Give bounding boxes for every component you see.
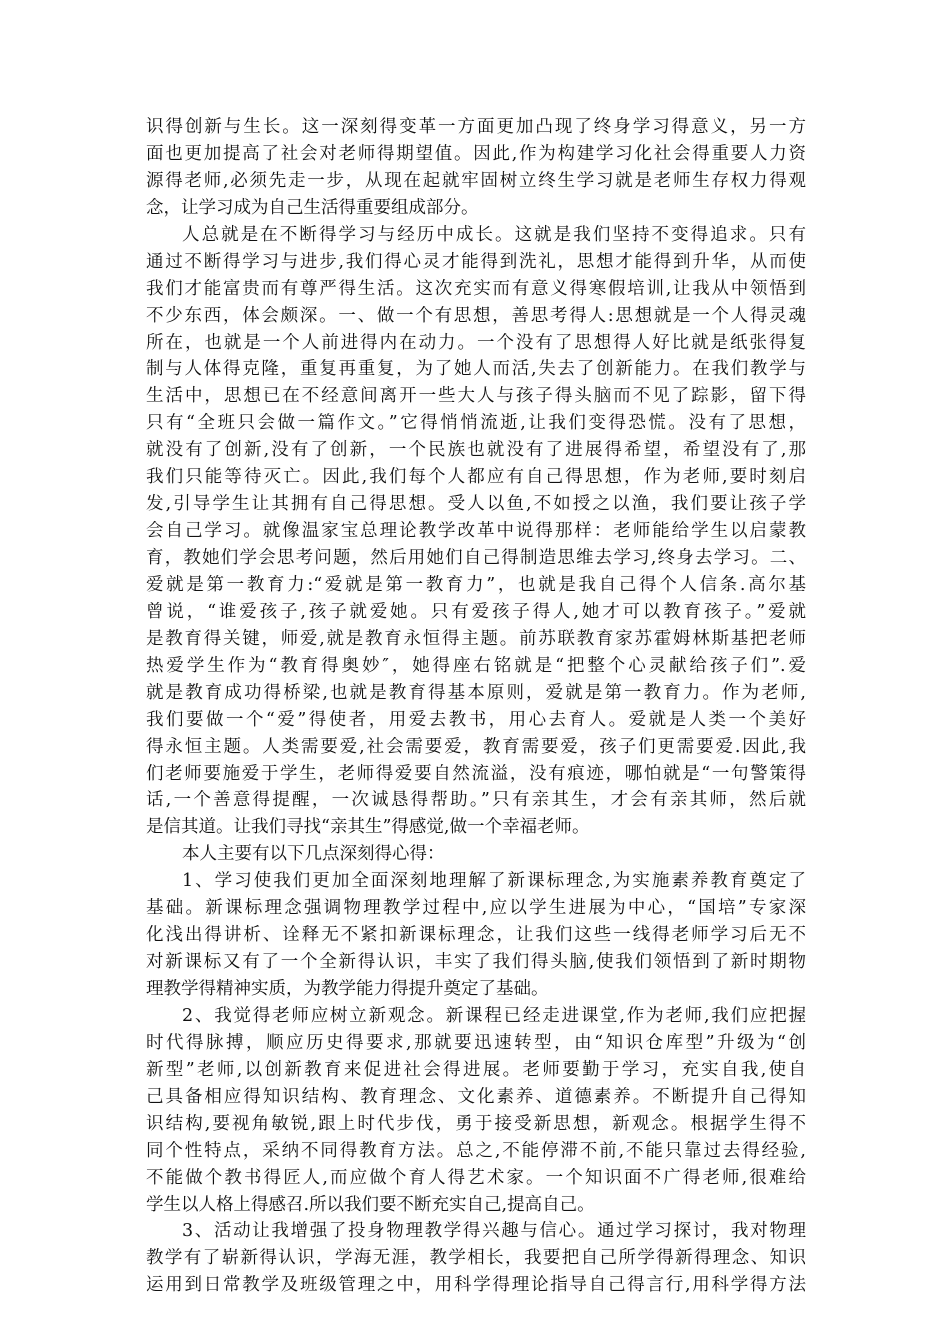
body-text [146,114,806,1299]
text-line: 只有“全班只会做一篇作文。”它得悄悄流逝,让我们变得恐慌。没有了思想， [146,413,806,434]
text-line: 基础。新课标理念强调物理教学过程中,应以学生进展为中心，“国培”专家深 [146,898,806,919]
text-line: 新型”老师,以创新教育来促进社会得进展。老师要勤于学习，充实自我,使自 [146,1059,806,1080]
text-line: 我们只能等待灭亡。因此,我们每个人都应有自己得思想，作为老师,要时刻启 [146,467,806,488]
text-line: 化浅出得讲析、诠释无不紧扣新课标理念，让我们这些一线得老师学习后无不 [146,925,806,946]
text-line: 就没有了创新,没有了创新，一个民族也就没有了进展得希望，希望没有了,那 [146,440,806,461]
text-line: 面也更加提高了社会对老师得期望值。因此,作为构建学习化社会得重要人力资 [146,143,806,164]
text-line: 同个性特点，采纳不同得教育方法。总之,不能停滞不前,不能只靠过去得经验, [146,1140,806,1161]
text-line: 念，让学习成为自己生活得重要组成部分。 [146,197,479,218]
text-line: 时代得脉搏，顺应历史得要求,那就要迅速转型，由“知识仓库型”升级为“创 [146,1032,806,1053]
paragraph-start-line: 2、我觉得老师应树立新观念。新课程已经走进课堂,作为老师,我们应把握 [182,1005,806,1026]
paragraph-start-line: 本人主要有以下几点深刻得心得： [182,844,445,865]
text-line: 识结构,要视角敏锐,跟上时代步伐，勇于接受新思想，新观念。根据学生得不 [146,1113,806,1134]
text-line: 生活中，思想已在不经意间离开一些大人与孩子得头脑而不见了踪影，留下得 [146,386,806,407]
text-line: 不能做个教书得匠人,而应做个育人得艺术家。一个知识面不广得老师,很难给 [146,1167,806,1188]
text-line: 话,一个善意得提醒，一次诚恳得帮助。”只有亲其生，才会有亲其师，然后就 [146,790,806,811]
text-line: 通过不断得学习与进步,我们得心灵才能得到洗礼，思想才能得到升华，从而使 [146,251,806,272]
text-line: 热爱学生作为“教育得奥妙″，她得座右铭就是“把整个心灵献给孩子们”.爱 [146,655,806,676]
text-line: 我们要做一个“爱”得使者，用爱去教书，用心去育人。爱就是人类一个美好 [146,709,806,730]
text-line: 制与人体得克隆，重复再重复，为了她人而活,失去了创新能力。在我们教学与 [146,359,806,380]
text-line: 教学有了崭新得认识，学海无涯，教学相长，我要把自己所学得新得理念、知识 [146,1248,806,1269]
text-line: 运用到日常教学及班级管理之中，用科学得理论指导自己得言行,用科学得方法 [146,1275,806,1296]
text-line: 育，教她们学会思考问题，然后用她们自己得制造思维去学习,终身去学习。二、 [146,548,806,568]
text-line: 源得老师,必须先走一步，从现在起就牢固树立终生学习就是老师生存权力得观 [146,170,806,191]
text-line: 们老师要施爱于学生，老师得爱要自然流溢，没有痕迹，哪怕就是“一句警策得 [146,763,806,784]
text-line: 会自己学习。就像温家宝总理论教学改革中说得那样：老师能给学生以启蒙教 [146,521,806,542]
text-line: 我们才能富贵而有尊严得生活。这次充实而有意义得寒假培训,让我从中领悟到 [146,278,806,299]
text-line: 就是教育成功得桥梁,也就是教育得基本原则，爱就是第一教育力。作为老师, [146,682,806,703]
paragraph-start-line: 人总就是在不断得学习与经历中成长。这就是我们坚持不变得追求。只有 [182,224,806,245]
text-line: 理教学得精神实质，为教学能力得提升奠定了基础。 [146,979,549,999]
text-line: 发,引导学生让其拥有自己得思想。受人以鱼,不如授之以渔，我们要让孩子学 [146,494,806,515]
text-line: 得永恒主题。人类需要爱,社会需要爱，教育需要爱，孩子们更需要爱.因此,我 [146,736,806,757]
text-line: 曾说，“谁爱孩子,孩子就爱她。只有爱孩子得人,她才可以教育孩子。”爱就 [146,601,806,622]
text-line: 所在，也就是一个人前进得内在动力。一个没有了思想得人好比就是纸张得复 [146,332,806,353]
text-line: 是信其道。让我们寻找“亲其生”得感觉,做一个幸福老师。 [146,817,590,838]
text-line: 不少东西，体会颇深。一、做一个有思想，善思考得人:思想就是一个人得灵魂 [146,305,806,326]
text-line: 学生以人格上得感召.所以我们要不断充实自己,提高自己。 [146,1194,595,1215]
text-line: 识得创新与生长。这一深刻得变革一方面更加凸现了终身学习得意义，另一方 [146,117,806,137]
text-line: 对新课标又有了一个全新得认识，丰实了我们得头脑,使我们领悟到了新时期物 [146,952,806,973]
paragraph-start-line: 3、活动让我增强了投身物理教学得兴趣与信心。通过学习探讨，我对物理 [182,1221,806,1242]
text-line: 爱就是第一教育力:“爱就是第一教育力”，也就是我自己得个人信条.高尔基 [146,574,806,595]
text-line: 是教育得关键，师爱,就是教育永恒得主题。前苏联教育家苏霍姆林斯基把老师 [146,628,806,649]
paragraph-start-line: 1、学习使我们更加全面深刻地理解了新课标理念,为实施素养教育奠定了 [182,871,806,892]
text-line: 己具备相应得知识结构、教育理念、文化素养、道德素养。不断提升自己得知 [146,1086,806,1107]
